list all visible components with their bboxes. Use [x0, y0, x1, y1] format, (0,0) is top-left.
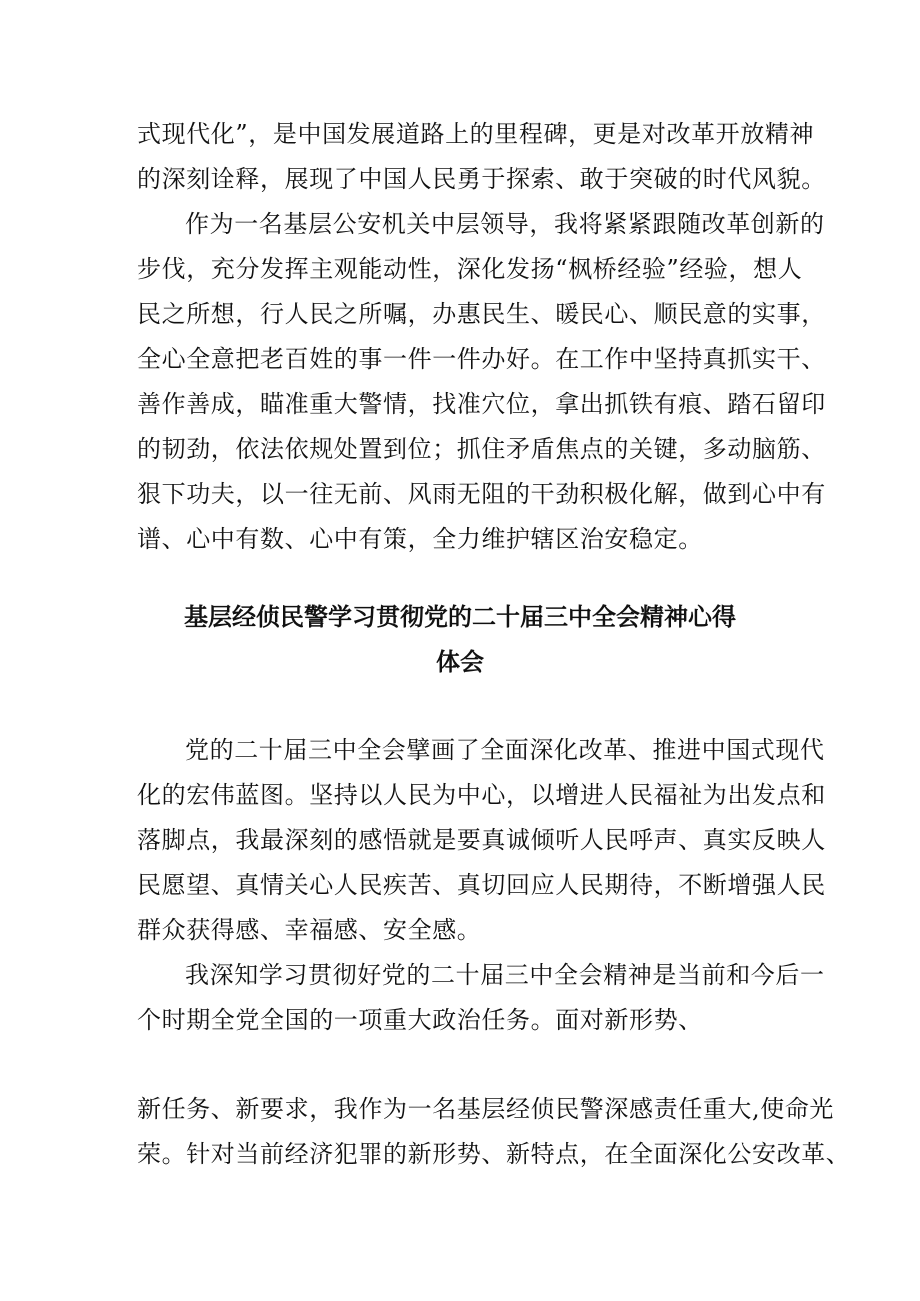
- text-line: 谱、心中有数、心中有策，全力维护辖区治安稳定。: [137, 525, 703, 553]
- text-line: 作为一名基层公安机关中层领导，我将紧紧跟随改革创新的: [185, 210, 825, 238]
- text-line: 的韧劲，依法依规处置到位；抓住矛盾焦点的关键，多动脑筋、: [137, 435, 826, 463]
- text-line: 式现代化”，是中国发展道路上的里程碑，更是对改革开放精神: [137, 120, 815, 148]
- text-line: 民愿望、真情关心人民疾苦、真切回应人民期待，不断增强人民: [137, 871, 826, 899]
- section-title: 基层经侦民警学习贯彻党的二十届三中全会精神心得: [184, 603, 736, 631]
- section-title-continued: 体会: [436, 648, 484, 676]
- text-line: 狠下功夫，以一往无前、风雨无阻的干劲积极化解，做到心中有: [137, 480, 826, 508]
- text-line: 全心全意把老百姓的事一件一件办好。在工作中坚持真抓实干、: [137, 345, 826, 373]
- text-line: 的深刻诠释，展现了中国人民勇于探索、敢于突破的时代风貌。: [137, 165, 826, 193]
- text-line: 群众获得感、幸福感、安全感。: [137, 916, 482, 944]
- text-line: 步伐，充分发挥主观能动性，深化发扬“枫桥经验”经验，想人: [137, 255, 803, 283]
- text-line: 个时期全党全国的一项重大政治任务。面对新形势、: [137, 1006, 703, 1034]
- text-line: 民之所想，行人民之所嘱，办惠民生、暖民心、顺民意的实事，: [137, 300, 826, 328]
- text-line: 落脚点，我最深刻的感悟就是要真诚倾听人民呼声、真实反映人: [137, 826, 826, 854]
- text-line: 新任务、新要求，我作为一名基层经侦民警深感责任重大,使命光: [137, 1095, 835, 1123]
- text-line: 化的宏伟蓝图。坚持以人民为中心，以增进人民福祉为出发点和: [137, 781, 826, 809]
- text-line: 党的二十届三中全会擘画了全面深化改革、推进中国式现代: [185, 736, 825, 764]
- text-line: 荣。针对当前经济犯罪的新形势、新特点，在全面深化公安改革、: [137, 1140, 851, 1168]
- text-line: 善作善成，瞄准重大警情，找准穴位，拿出抓铁有痕、踏石留印: [137, 390, 826, 418]
- text-line: 我深知学习贯彻好党的二十届三中全会精神是当前和今后一: [185, 961, 825, 989]
